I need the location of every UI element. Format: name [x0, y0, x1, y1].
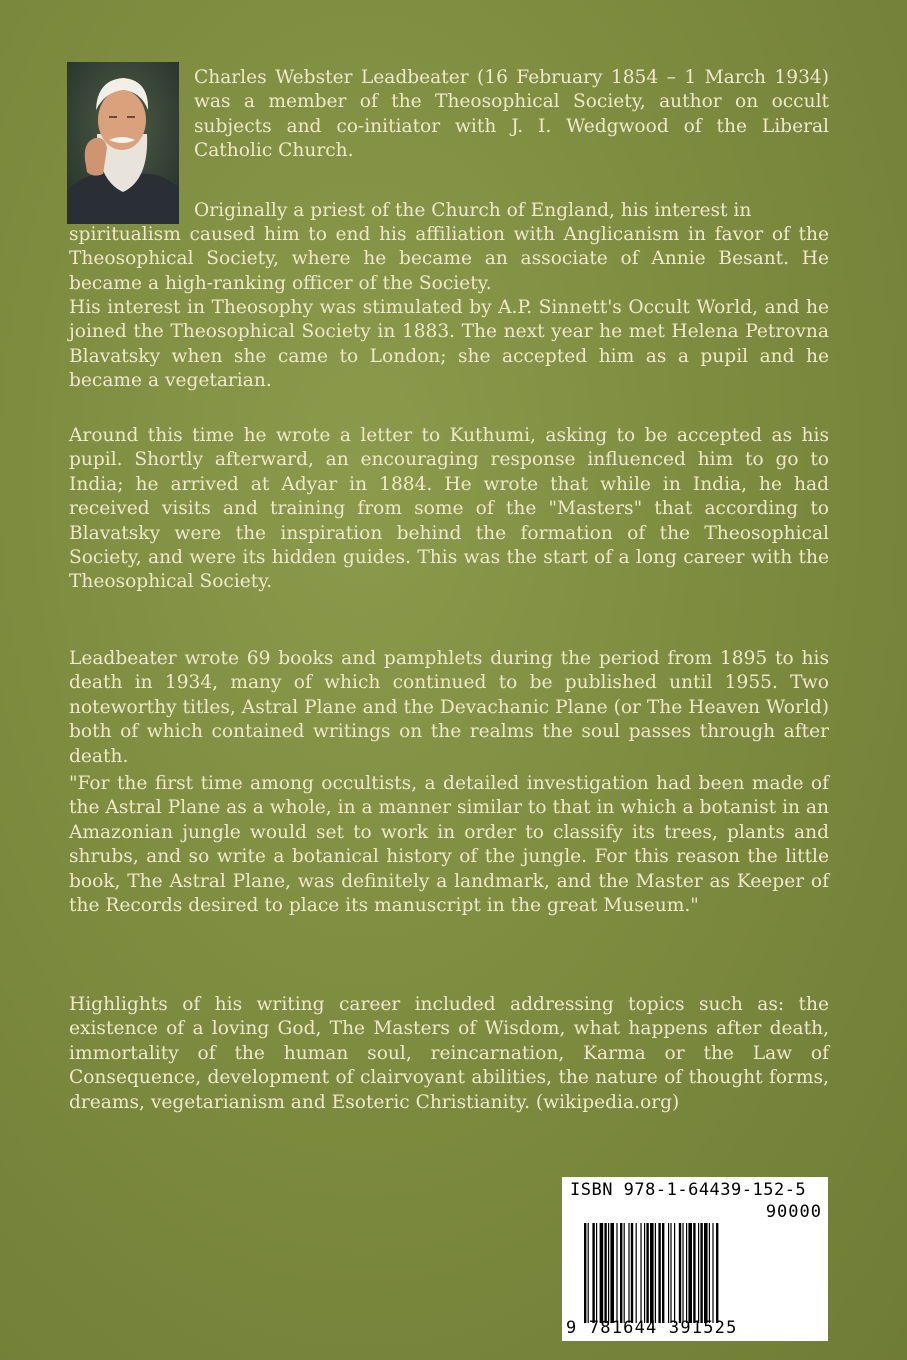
barcode-bar — [640, 1223, 641, 1323]
barcode-bar — [693, 1223, 695, 1323]
barcode-bar — [709, 1223, 710, 1323]
barcode-bar — [700, 1223, 702, 1323]
barcode-bar — [662, 1223, 664, 1323]
paragraph-highlights: Highlights of his writing career included addressing topics such as: the existence of a loving God, The Masters of Wisdom, what happens after death, immortality of the human soul, reincarnation, Karma or the Law of Consequence, development of clairvoyant abilities, the nature of thought forms, dreams, vegetarianism and Esoteric Christianity. (wikipedia.org) — [69, 994, 829, 1113]
barcode-bar — [588, 1223, 589, 1323]
barcode-bar — [646, 1223, 648, 1323]
barcode-bar — [704, 1223, 708, 1323]
barcode-bar — [624, 1223, 625, 1323]
barcode-bar — [608, 1223, 609, 1323]
barcode-bar — [636, 1223, 637, 1323]
author-portrait — [67, 62, 179, 224]
barcode-bar — [596, 1223, 597, 1323]
paragraph-lead-line: Originally a priest of the Church of England, his interest in — [194, 200, 752, 221]
paragraph-kuthumi: Around this time he wrote a letter to Kuthumi, asking to be accepted as his pupil. Shortly afterward, an encouraging response influenced him to go to India; he arrived at Adyar in 1884. He wrote that while in India, he had received visits and training from some of the "Masters" that according to Blavatsky were the inspiration behind the formation of the Theosophical Society, and were its hidden guides. This was the start of a long career with the Theosophical Society. — [69, 425, 829, 593]
barcode-bar — [712, 1223, 713, 1323]
barcode-bar — [600, 1223, 604, 1323]
barcode-bar — [668, 1223, 669, 1323]
barcode-bar — [698, 1223, 699, 1323]
paragraph-books: Leadbeater wrote 69 books and pamphlets during the period from 1895 to his death in 1934, many of which continued to be published until 1955. Two noteworthy titles, Astral Plane and the Devachanic Plane (or The Heaven World) both of which contained writings on the realms the soul passes through after death. — [69, 648, 829, 767]
intro-paragraph: Charles Webster Leadbeater (16 February 1854 – 1 March 1934) was a member of the Theosophical Society, author on occult subjects and co-initiator with J. I. Wedgwood of the Liberal Catholic Church. — [194, 67, 829, 162]
barcode-bar — [592, 1223, 594, 1323]
barcode-bar — [650, 1223, 654, 1323]
barcode-bar — [682, 1223, 683, 1323]
barcode-bar — [604, 1223, 606, 1323]
barcode-bar — [655, 1223, 656, 1323]
barcode-bars — [584, 1223, 820, 1323]
barcode-bar — [644, 1223, 645, 1323]
barcode-bar — [686, 1223, 687, 1323]
barcode-bar — [679, 1223, 681, 1323]
barcode-bar — [658, 1223, 660, 1323]
barcode-bar — [616, 1223, 617, 1323]
isbn-label: ISBN 978-1-64439-152-5 — [570, 1180, 807, 1200]
barcode-bar — [610, 1223, 614, 1323]
barcode-bar — [628, 1223, 629, 1323]
price-code: 90000 — [765, 1202, 822, 1222]
paragraph-church: spiritualism caused him to end his affiliation with Anglicanism in favor of the Theosophical Society, where he became an associate of Annie Besant. He became a high-ranking officer of the Society. — [69, 224, 829, 294]
barcode-bar — [631, 1223, 633, 1323]
isbn-barcode — [562, 1177, 828, 1341]
ean-digits: 9 781644 391525 — [566, 1318, 738, 1338]
barcode-bar — [674, 1223, 675, 1323]
paragraph-theosophy: His interest in Theosophy was stimulated by A.P. Sinnett's Occult World, and he joined the Theosophical Society in 1883. The next year he met Helena Petrovna Blavatsky when she came to London; she accepted him as a pupil and he became a vegetarian. — [69, 297, 829, 392]
barcode-bar — [716, 1223, 718, 1323]
barcode-bar — [688, 1223, 692, 1323]
paragraph-quote: "For the first time among occultists, a detailed investigation had been made of the Astral Plane as a whole, in a manner similar to that in which a botanist in an Amazonian jungle would set to work in order to classify its trees, plants and shrubs, and so write a botanical history of the jungle. For this reason the little book, The Astral Plane, was definitely a landmark, and the Master as Keeper of the Records desired to place its manuscript in the great Museum." — [69, 773, 829, 917]
barcode-bar — [670, 1223, 671, 1323]
barcode-bar — [584, 1223, 586, 1323]
barcode-bar — [620, 1223, 622, 1323]
